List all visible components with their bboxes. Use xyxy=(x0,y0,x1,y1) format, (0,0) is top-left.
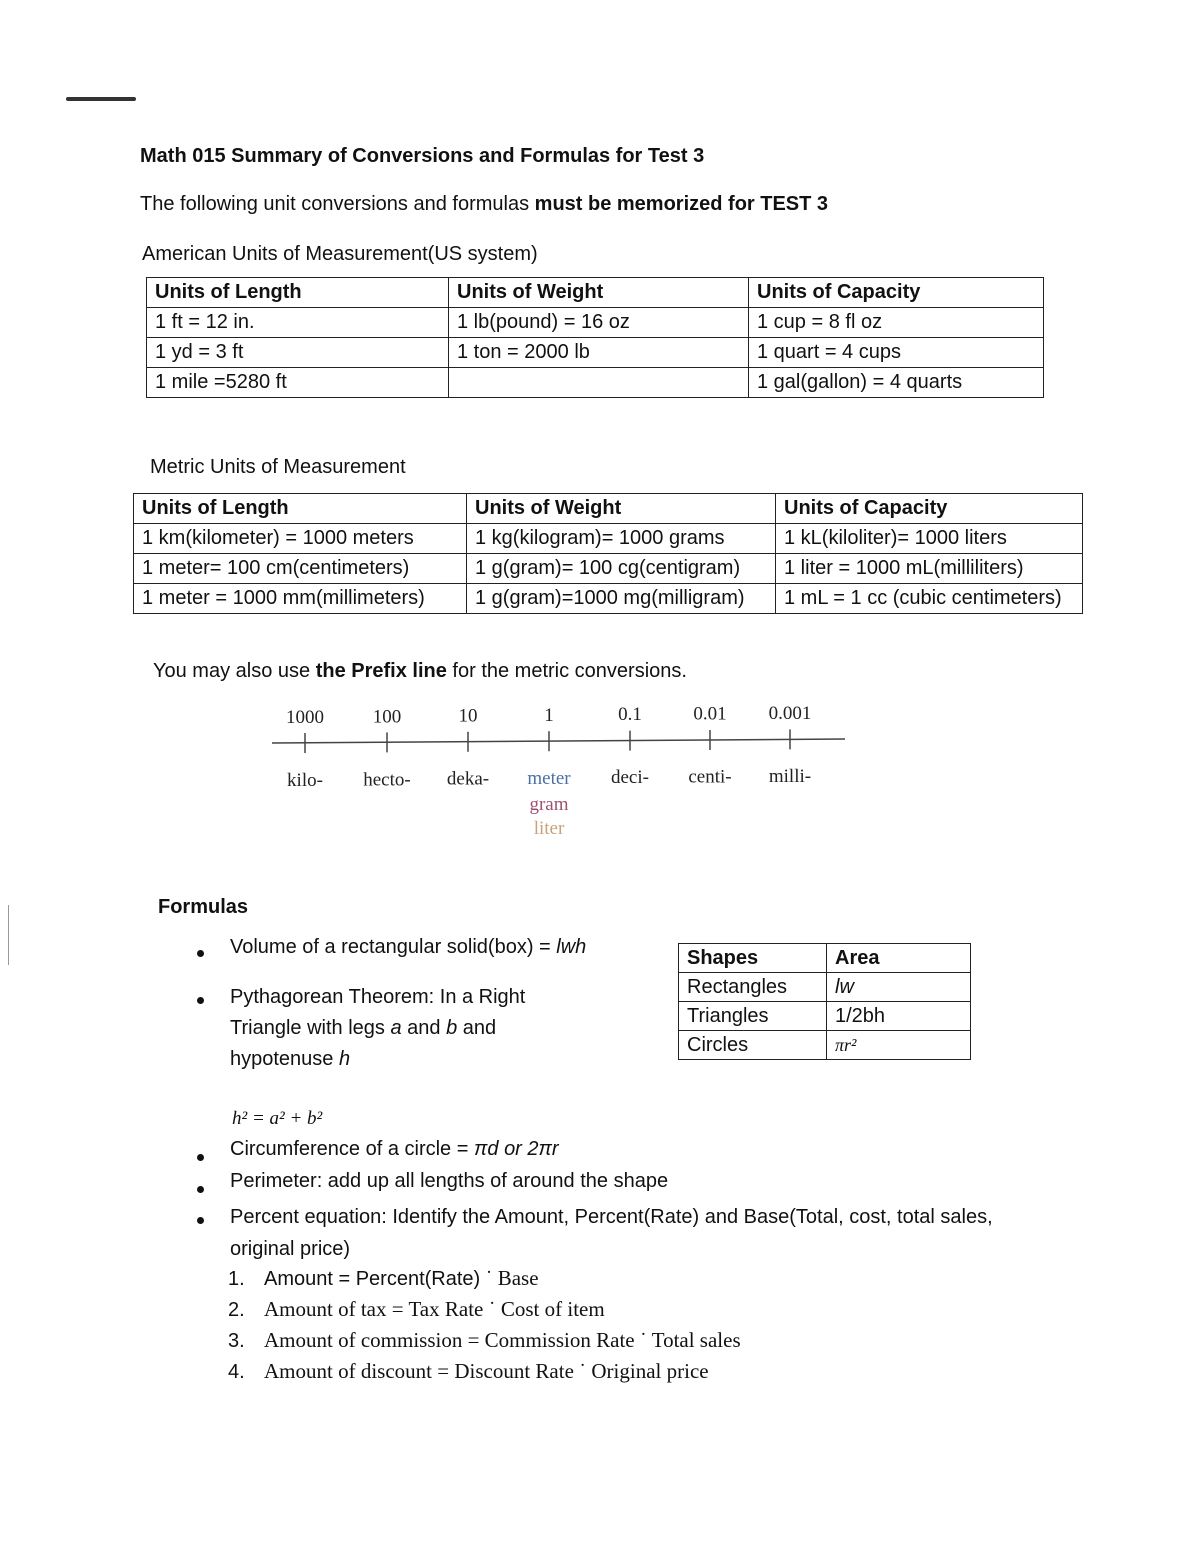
circumference-formula xyxy=(230,1138,559,1161)
column-header: Units of Capacity xyxy=(749,278,1044,308)
item-serif: ˙ Base xyxy=(480,1266,539,1290)
prefix-axis xyxy=(272,739,845,743)
formulas-heading: Formulas xyxy=(158,896,249,918)
prefix-value-label: 0.001 xyxy=(768,702,812,724)
percent-equation xyxy=(230,1201,993,1265)
table-cell: 1 kg(kilogram)= 1000 grams xyxy=(467,524,776,554)
pyth-and: and xyxy=(401,1017,447,1039)
column-header: Units of Weight xyxy=(449,278,749,308)
percent-item-2 xyxy=(228,1297,605,1322)
table-header-row xyxy=(679,944,971,973)
pyth-line-3 xyxy=(230,1044,525,1075)
bullet-dot xyxy=(197,1154,204,1161)
prefix-name-label: liter xyxy=(533,818,565,839)
table-cell: Rectangles xyxy=(679,973,827,1002)
bullet-dot xyxy=(197,1217,204,1224)
table-cell xyxy=(449,368,749,398)
column-header: Units of Weight xyxy=(467,494,776,524)
table-cell: 1 meter = 1000 mm(millimeters) xyxy=(134,584,467,614)
percent-item-3 xyxy=(228,1328,741,1353)
table-cell: 1/2bh xyxy=(827,1002,971,1031)
prefix-name-label: milli- xyxy=(768,765,812,787)
item-text: Amount = Percent(Rate) xyxy=(264,1268,481,1290)
item-number: 2. xyxy=(228,1299,245,1321)
table-cell: Circles xyxy=(679,1031,827,1060)
pyth-h: h xyxy=(338,1048,351,1070)
prefix-intro xyxy=(153,660,687,683)
item-serif: Amount of discount = Discount Rate ˙ Original price xyxy=(264,1359,709,1383)
prefix-value-label: 10 xyxy=(458,705,478,727)
table-cell: 1 mile =5280 ft xyxy=(147,368,449,398)
pyth-legs-text: Triangle with legs xyxy=(230,1017,391,1039)
item-number: 3. xyxy=(228,1330,245,1352)
prefix-value-label: 1000 xyxy=(286,707,324,728)
table-cell: 1 km(kilometer) = 1000 meters xyxy=(134,524,467,554)
column-header: Units of Length xyxy=(134,494,467,524)
page-title: Math 015 Summary of Conversions and Formulas for Test 3 xyxy=(140,145,705,167)
table-cell: 1 quart = 4 cups xyxy=(749,338,1044,368)
table-row xyxy=(134,554,1083,584)
table-cell: lw xyxy=(827,973,971,1002)
pyth-line-1: Pythagorean Theorem: In a Right xyxy=(230,986,526,1008)
table-row xyxy=(679,1002,971,1031)
volume-text: Volume of a rectangular solid(box) = xyxy=(230,936,557,958)
pyth-line-2 xyxy=(230,1013,525,1044)
prefix-name-label: kilo- xyxy=(287,770,323,791)
table-row xyxy=(679,973,971,1002)
table-cell: 1 cup = 8 fl oz xyxy=(749,308,1044,338)
intro-text xyxy=(140,193,828,216)
prefix-line xyxy=(260,695,860,845)
table-cell: 1 ft = 12 in. xyxy=(147,308,449,338)
item-serif: Amount of tax = Tax Rate ˙ Cost of item xyxy=(264,1297,605,1321)
prefix-intro-bold: the Prefix line xyxy=(315,660,447,682)
pyth-and-2: and xyxy=(457,1017,497,1039)
table-cell: 1 yd = 3 ft xyxy=(147,338,449,368)
pyth-b: b xyxy=(446,1017,458,1039)
table-cell: 1 g(gram)= 100 cg(centigram) xyxy=(467,554,776,584)
table-cell: 1 mL = 1 cc (cubic centimeters) xyxy=(776,584,1083,614)
table-cell: 1 meter= 100 cm(centimeters) xyxy=(134,554,467,584)
pyth-a: a xyxy=(390,1017,402,1039)
item-number: 4. xyxy=(228,1361,245,1383)
table-row xyxy=(134,524,1083,554)
table-row xyxy=(147,368,1044,398)
column-header: Shapes xyxy=(679,944,827,973)
table-cell: 1 kL(kiloliter)= 1000 liters xyxy=(776,524,1083,554)
pythagorean-text xyxy=(230,982,525,1075)
table-row xyxy=(147,308,1044,338)
intro-plain: The following unit conversions and formulas xyxy=(140,193,535,215)
scan-mark xyxy=(66,97,136,101)
pyth-hyp-text: hypotenuse xyxy=(230,1048,339,1070)
table-cell: 1 lb(pound) = 16 oz xyxy=(449,308,749,338)
bullet-dot xyxy=(197,1186,204,1193)
percent-line-1: Percent equation: Identify the Amount, Percent(Rate) and Base(Total, cost, total sales, xyxy=(230,1206,993,1228)
table-header-row xyxy=(134,494,1083,524)
prefix-value-label: 1 xyxy=(544,704,554,726)
prefix-name-label: hecto- xyxy=(363,769,411,791)
prefix-value-label: 0.1 xyxy=(618,704,642,726)
percent-item-4 xyxy=(228,1359,709,1384)
american-heading: American Units of Measurement(US system) xyxy=(142,243,538,265)
shapes-area-table xyxy=(678,943,971,1060)
volume-var: lwh xyxy=(556,936,587,958)
percent-item-1 xyxy=(228,1266,539,1291)
table-row xyxy=(679,1031,971,1060)
circumference-text: Circumference of a circle = xyxy=(230,1138,474,1160)
prefix-name-label: meter xyxy=(527,767,571,789)
prefix-name-label: deci- xyxy=(611,767,649,789)
bullet-dot xyxy=(197,950,204,957)
metric-table xyxy=(133,493,1083,614)
table-row xyxy=(134,584,1083,614)
volume-formula xyxy=(230,936,586,959)
metric-heading: Metric Units of Measurement xyxy=(150,456,406,478)
table-cell: Triangles xyxy=(679,1002,827,1031)
bullet-dot xyxy=(197,997,204,1004)
prefix-name-label: centi- xyxy=(688,766,732,788)
intro-bold: must be memorized for TEST 3 xyxy=(534,193,829,215)
prefix-name-label: gram xyxy=(529,794,569,815)
table-header-row xyxy=(147,278,1044,308)
prefix-value-label: 0.01 xyxy=(693,703,727,725)
table-cell: 1 liter = 1000 mL(milliliters) xyxy=(776,554,1083,584)
prefix-intro-b: for the metric conversions. xyxy=(446,660,687,682)
table-cell: 1 ton = 2000 lb xyxy=(449,338,749,368)
perimeter-text: Perimeter: add up all lengths of around the shape xyxy=(230,1170,669,1192)
item-number: 1. xyxy=(228,1268,245,1290)
column-header: Area xyxy=(827,944,971,973)
margin-mark xyxy=(8,905,9,965)
percent-line-2: original price) xyxy=(230,1238,351,1260)
prefix-value-label: 100 xyxy=(372,706,402,728)
table-row xyxy=(147,338,1044,368)
table-cell: 1 g(gram)=1000 mg(milligram) xyxy=(467,584,776,614)
table-cell: 1 gal(gallon) = 4 quarts xyxy=(749,368,1044,398)
pythagorean-equation: h² = a² + b² xyxy=(232,1108,323,1129)
prefix-intro-a: You may also use xyxy=(153,660,316,682)
table-cell: πr² xyxy=(827,1031,971,1060)
circumference-expr: πd or 2πr xyxy=(473,1138,559,1160)
american-table xyxy=(146,277,1044,398)
item-serif: Amount of commission = Commission Rate ˙ Total sales xyxy=(264,1328,741,1352)
column-header: Units of Length xyxy=(147,278,449,308)
prefix-name-label: deka- xyxy=(446,768,490,790)
column-header: Units of Capacity xyxy=(776,494,1083,524)
